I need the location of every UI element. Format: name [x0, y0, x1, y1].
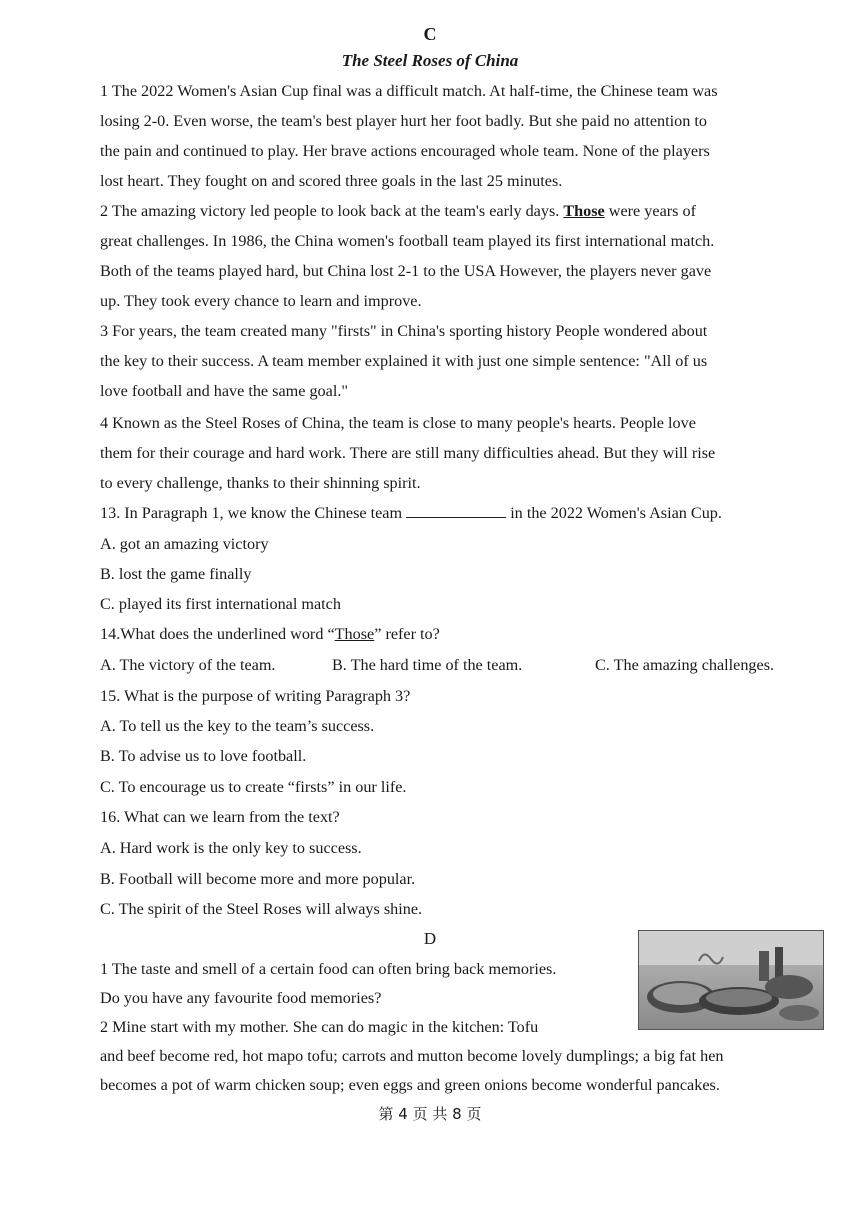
passage-title: The Steel Roses of China	[341, 51, 519, 70]
food-photo	[638, 930, 824, 1030]
question-14-option-c: C. The amazing challenges.	[595, 656, 775, 674]
question-14-stem: 14.What does the underlined word “	[100, 625, 335, 643]
passage-c-line: the pain and continued to play. Her brave actions encouraged whole team. None of the players	[100, 142, 710, 160]
page-number: 第 4 页 共 8 页	[378, 1105, 482, 1123]
passage-c-line-with-underline	[100, 201, 805, 221]
question-14	[100, 624, 805, 644]
passage-c-line: 3 For years, the team created many "firsts" in China's sporting history People wondered about	[100, 322, 708, 340]
section-d-letter: D	[423, 929, 437, 948]
passage-c-line: 1 The 2022 Women's Asian Cup final was a difficult match. At half-time, the Chinese team was	[100, 82, 718, 100]
passage-c-line: love football and have the same goal."	[100, 382, 348, 400]
passage-d-line: becomes a pot of warm chicken soup; even eggs and green onions become wonderful pancakes.	[100, 1076, 720, 1094]
question-14-underlined-word: Those	[334, 625, 375, 643]
passage-c-line-text: were years of	[608, 202, 696, 220]
passage-c-line: losing 2-0. Even worse, the team's best player hurt her foot badly. But she paid no attention to	[100, 112, 707, 130]
passage-c-line: 4 Known as the Steel Roses of China, the team is close to many people's hearts. People love	[100, 414, 696, 432]
passage-d-line: and beef become red, hot mapo tofu; carrots and mutton become lovely dumplings; a big fat hen	[100, 1047, 724, 1065]
question-14-stem-end: ” refer to?	[374, 625, 440, 643]
passage-c-line: great challenges. In 1986, the China women's football team played its first international match.	[100, 232, 715, 250]
question-13-option-c: C. played its first international match	[100, 595, 341, 613]
question-15-option-b: B. To advise us to love football.	[100, 747, 307, 765]
passage-d-line: Do you have any favourite food memories?	[100, 989, 382, 1007]
section-c-letter: C	[423, 24, 437, 44]
passage-c-line-text: 2 The amazing victory led people to look back at the team's early days.	[100, 202, 560, 220]
passage-d-line: 1 The taste and smell of a certain food can often bring back memories.	[100, 960, 557, 978]
passage-d-line: 2 Mine start with my mother. She can do magic in the kitchen: Tofu	[100, 1018, 539, 1036]
question-16-option-b: B. Football will become more and more popular.	[100, 870, 416, 888]
passage-c-line: the key to their success. A team member explained it with just one simple sentence: "All of us	[100, 352, 708, 370]
passage-c-line: lost heart. They fought on and scored three goals in the last 25 minutes.	[100, 172, 563, 190]
passage-c-line: up. They took every chance to learn and improve.	[100, 292, 422, 310]
underlined-word-those: Those	[563, 202, 605, 220]
question-16: 16. What can we learn from the text?	[100, 808, 340, 826]
food-photo-image	[639, 931, 823, 1029]
question-13-option-a: A. got an amazing victory	[100, 535, 269, 553]
question-13-stem: 13. In Paragraph 1, we know the Chinese team	[100, 504, 403, 522]
question-16-option-c: C. The spirit of the Steel Roses will always shine.	[100, 900, 423, 918]
question-15-option-c: C. To encourage us to create “firsts” in our life.	[100, 778, 407, 796]
question-15-option-a: A. To tell us the key to the team’s success.	[100, 717, 375, 735]
question-16-option-a: A. Hard work is the only key to success.	[100, 839, 362, 857]
question-13-option-b: B. lost the game finally	[100, 565, 252, 583]
passage-c-line: them for their courage and hard work. There are still many difficulties ahead. But they will rise	[100, 444, 716, 462]
question-13-stem-end: in the 2022 Women's Asian Cup.	[510, 504, 722, 522]
question-14-option-a: A. The victory of the team.	[100, 656, 276, 674]
question-13	[100, 503, 805, 523]
passage-c-line: Both of the teams played hard, but China lost 2-1 to the USA However, the players never gave	[100, 262, 712, 280]
answer-blank	[406, 503, 506, 518]
question-15: 15. What is the purpose of writing Paragraph 3?	[100, 687, 411, 705]
passage-c-line: to every challenge, thanks to their shinning spirit.	[100, 474, 421, 492]
question-14-option-b: B. The hard time of the team.	[332, 656, 523, 674]
